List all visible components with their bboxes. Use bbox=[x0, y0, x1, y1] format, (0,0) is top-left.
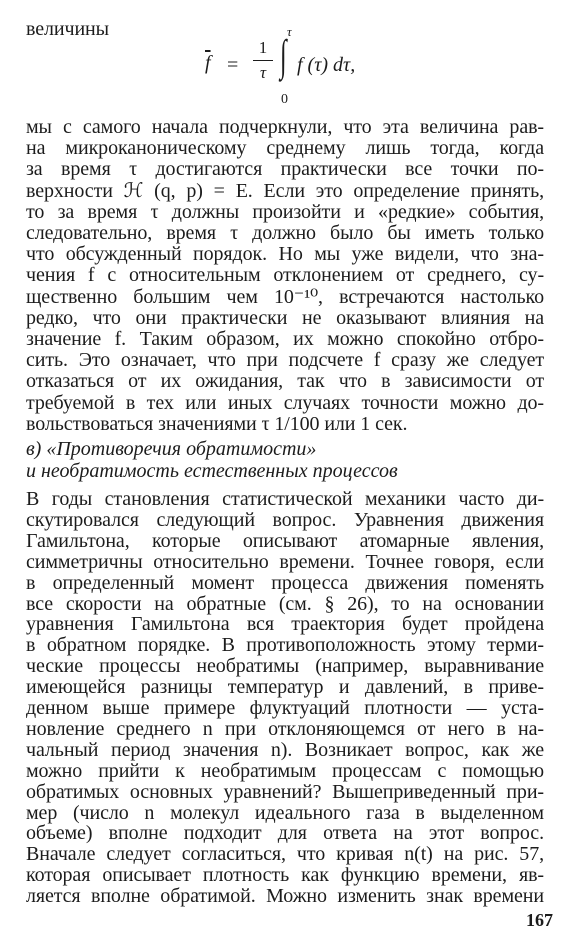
integral-lower-limit: 0 bbox=[281, 92, 288, 107]
text-line: щественно большим чем 10⁻¹⁰, встречаются настолько bbox=[26, 285, 544, 308]
text-line: симметричны относительно времени. Точнее говоря, если bbox=[26, 550, 544, 573]
text-line: отказаться от их ожидания, так что в зависимости от bbox=[26, 370, 544, 393]
text-line: объеме) вполне подходит для ответа на этот вопрос. bbox=[26, 822, 544, 845]
text-line: значение f. Таким образом, их можно спокойно отбро- bbox=[26, 328, 544, 350]
text-line: за время τ достигаются практически все точки по- bbox=[26, 158, 544, 181]
formula-fraction bbox=[253, 38, 273, 83]
section-heading-line-2: и необратимость естественных процессов bbox=[26, 460, 398, 482]
text-line: имеющейся разницы температур и давлений, в приве- bbox=[26, 676, 544, 699]
text-line: денном выше примере флуктуаций плотности — уста- bbox=[26, 697, 544, 719]
text-line: на микроканоническому среднему лишь тогда, когда bbox=[26, 137, 544, 160]
text-line: Вначале следует согласиться, что кривая n(t) на рис. 57, bbox=[26, 843, 544, 866]
text-line: вольствоваться значениями τ 1/100 или 1 сек. bbox=[26, 412, 408, 435]
page-number: 167 bbox=[526, 910, 553, 930]
text-line: все скорости на обратные (см. § 26), то на основании bbox=[26, 592, 544, 615]
section-heading-line-1: в) «Противоречия обратимости» bbox=[26, 438, 317, 460]
text-line: уравнения Гамильтона вся траектория будет пройдена bbox=[26, 613, 544, 636]
text-line: следовательно, время τ должно было бы иметь только bbox=[26, 222, 544, 244]
integral-upper-limit: τ bbox=[287, 24, 292, 39]
formula-integrand: f (τ) dτ, bbox=[297, 54, 356, 76]
top-word: величины bbox=[26, 18, 109, 40]
formula-time-average bbox=[205, 24, 405, 112]
text-line: в обратном порядке. В противоположность этому терми- bbox=[26, 634, 544, 657]
text-line: Гамильтона, которые описывают атомарные явления, bbox=[26, 529, 544, 552]
text-line: сить. Это означает, что при подсчете f сразу же следует bbox=[26, 349, 544, 372]
text-line: верхности ℋ (q, p) = E. Если это определение принять, bbox=[26, 179, 544, 202]
text-line: в определенный момент процесса движения поменять bbox=[26, 571, 544, 594]
text-line: чения f с относительным отклонением от среднего, су- bbox=[26, 264, 544, 287]
formula-lhs: $\overline{f}$ bbox=[205, 52, 211, 74]
text-line: обратимых основных уравнений? Вышеприведенный при- bbox=[26, 780, 544, 803]
text-line: ческие процессы необратимы (например, выравнивание bbox=[26, 655, 544, 678]
text-line: ляется вполне обратимой. Можно изменить знак времени bbox=[26, 885, 544, 908]
text-line: редко, что они практически не оказывают влияния на bbox=[26, 306, 544, 329]
text-line: то за время τ должны произойти и «редкие» события, bbox=[26, 200, 544, 223]
formula-equals: = bbox=[227, 54, 239, 76]
text-line: новление среднего n при отклоняющемся от него в на- bbox=[26, 717, 544, 740]
text-line: чальный период значения n). Возникает вопрос, как же bbox=[26, 738, 544, 761]
text-line: которая описывает плотность как функцию времени, яв- bbox=[26, 864, 544, 887]
fraction-bar bbox=[253, 60, 273, 61]
text-line: можно прийти к необратимым процессам с помощью bbox=[26, 759, 544, 782]
text-line: мы с самого начала подчеркнули, что эта величина рав- bbox=[26, 116, 544, 138]
text-line: что обсужденный порядок. Но мы уже видели, что зна- bbox=[26, 243, 544, 266]
integral-sign: ∫ bbox=[280, 31, 287, 80]
text-line: скутировался следующий вопрос. Уравнения движения bbox=[26, 508, 544, 531]
formula-numerator: 1 bbox=[258, 38, 268, 57]
text-line: В годы становления статистической механики часто ди- bbox=[26, 488, 544, 510]
text-line: требуемой в тех или иных случаях точности можно до- bbox=[26, 391, 544, 414]
formula-denominator: τ bbox=[259, 63, 267, 82]
text-line: мер (число n молекул идеального газа в выделенном bbox=[26, 801, 544, 824]
